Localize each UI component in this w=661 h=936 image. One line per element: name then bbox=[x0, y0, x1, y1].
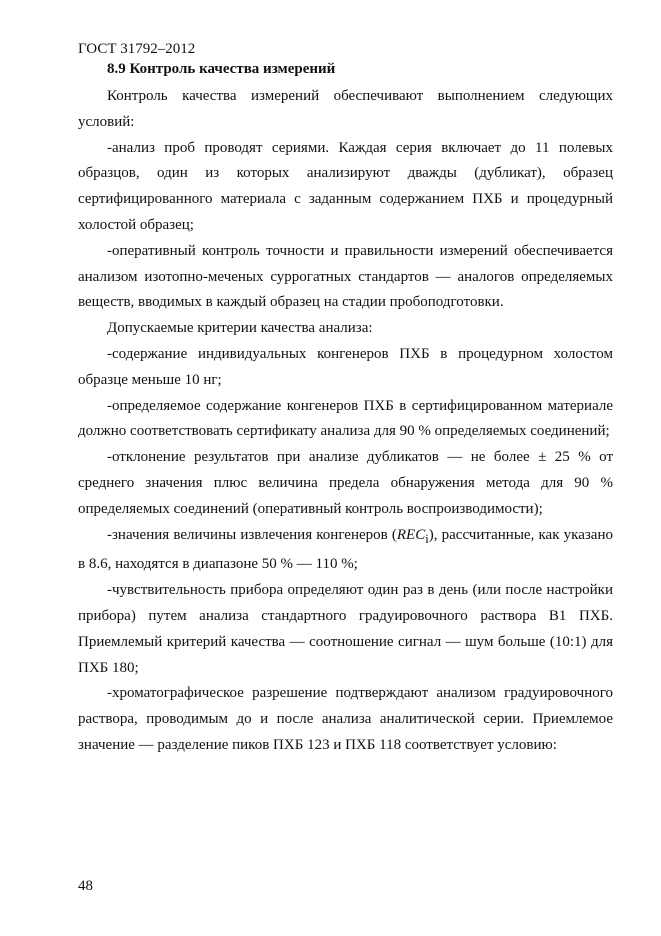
recovery-text-before: -значения величины извлечения конгенеров ( bbox=[107, 526, 397, 543]
body-text bbox=[78, 84, 613, 759]
paragraph-series: -анализ проб проводят сериями. Каждая серия включает до 11 полевых образцов, один из которых анализируют дважды (дубликат), образец сертифицированного материала с заданным содержанием ПХБ и процедурный холостой образец; bbox=[78, 139, 613, 233]
page-number: 48 bbox=[78, 878, 93, 894]
paragraph-criteria-heading: Допускаемые критерии качества анализа: bbox=[107, 320, 373, 337]
paragraph-duplicate-deviation: -отклонение результатов при анализе дубликатов — не более ± 25 % от среднего значения плюс величина предела обнаружения метода для 90 % определяемых соединений (оперативный контроль воспроизводимости); bbox=[78, 449, 613, 517]
paragraph-resolution: -хроматографическое разрешение подтверждают анализом градуировочного раствора, проводимым до и после анализа аналитической серии. Приемлемое значение — разделение пиков ПХБ 123 и ПХБ 118 соответствует условию: bbox=[78, 685, 613, 753]
paragraph-operational-control: -оперативный контроль точности и правильности измерений обеспечивается анализом изотопно-меченых суррогатных стандартов — аналогов определяемых веществ, вводимых в каждый образец на стадии пробоподготовки. bbox=[78, 242, 613, 311]
recovery-subscript: i bbox=[425, 531, 429, 546]
paragraph-blank-content: -содержание индивидуальных конгенеров ПХБ в процедурном холостом образце меньше 10 нг; bbox=[78, 345, 613, 388]
paragraph-sensitivity: -чувствительность прибора определяют один раз в день (или после настройки прибора) путем анализа стандартного градуировочного раствора В1 ПХБ. Приемлемый критерий качества — соотношение сигнал — шум больше (10:1) для ПХБ 180; bbox=[78, 582, 613, 676]
recovery-text-after: ), рассчитанные, как указано в 8.6, находятся в диапазоне 50 % — 110 %; bbox=[78, 526, 613, 573]
section-title: 8.9 Контроль качества измерений bbox=[107, 61, 336, 77]
recovery-symbol: REC bbox=[396, 526, 426, 543]
paragraph-recovery bbox=[78, 523, 613, 579]
paragraph-intro: Контроль качества измерений обеспечивают выполнением следующих условий: bbox=[78, 88, 613, 130]
paragraph-certified-material: -определяемое содержание конгенеров ПХБ в сертифицированном материале должно соответствовать сертификату анализа для 90 % определяемых соединений; bbox=[78, 397, 613, 440]
document-header: ГОСТ 31792–2012 bbox=[78, 41, 196, 57]
